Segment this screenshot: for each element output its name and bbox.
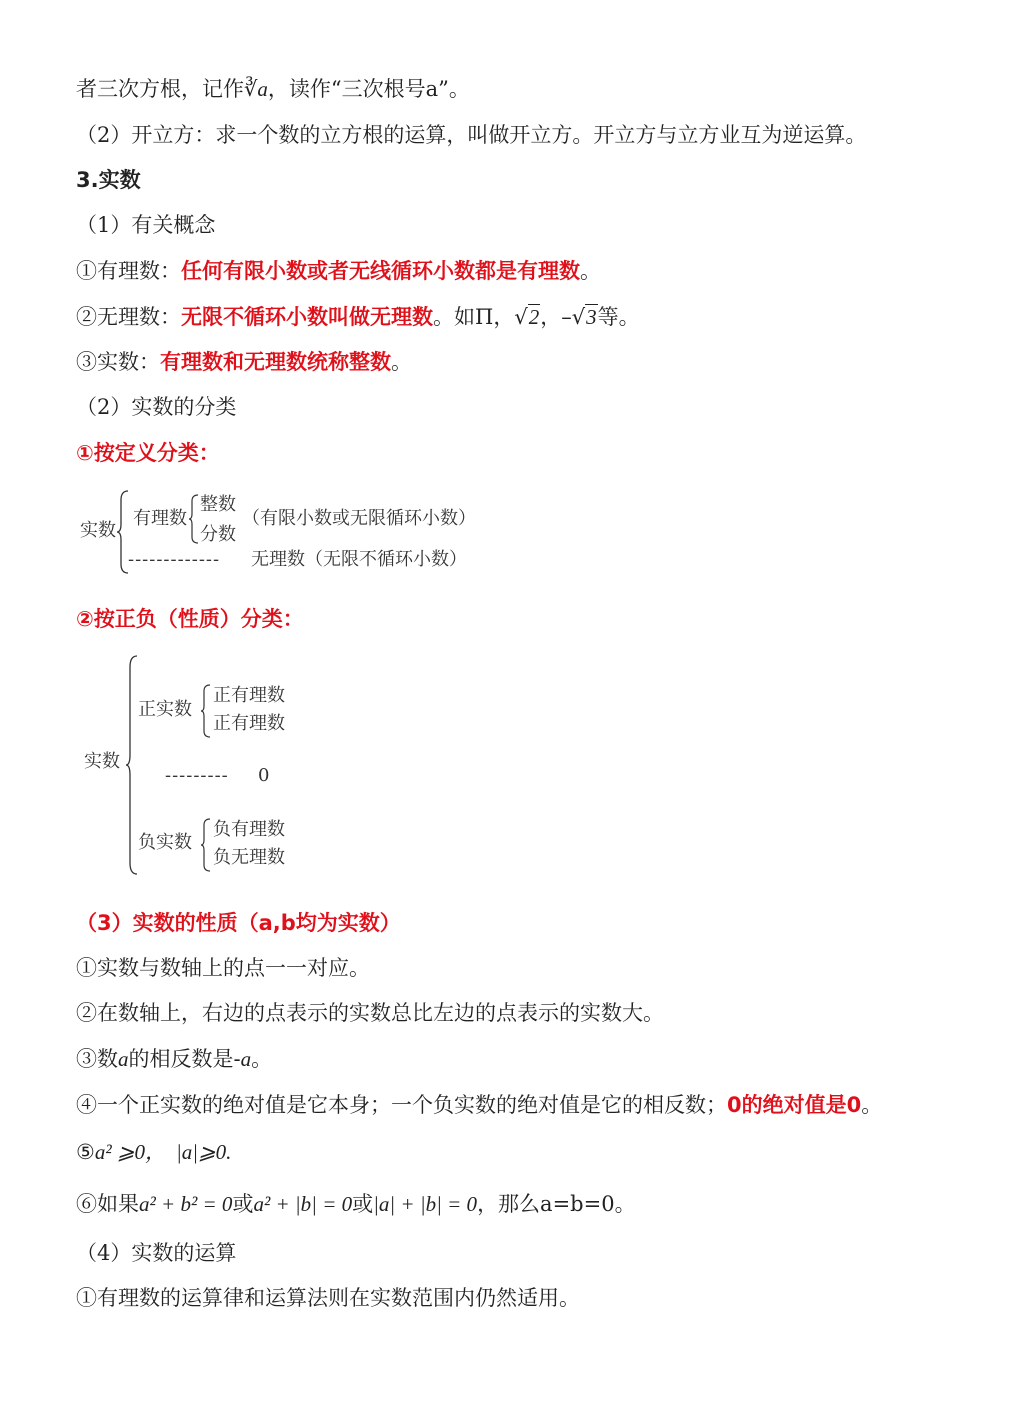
- text-fragment: ③数: [76, 1047, 118, 1071]
- operations-heading: （4）实数的运算: [76, 1241, 237, 1265]
- classify-heading: （2）实数的分类: [76, 395, 237, 419]
- text-fragment: 。如Π，: [433, 305, 515, 329]
- text-fragment: ，那么a=b=0。: [477, 1192, 636, 1216]
- text-line-cube-root-operation: （2）开立方：求一个数的立方根的运算，叫做开立方。开立方与立方业互为逆运算。: [76, 123, 867, 147]
- math-fragment: |a| + |b| = 0: [373, 1192, 478, 1216]
- tree-irrational: 无理数（无限不循环小数）: [251, 549, 467, 570]
- math-fragment: 3: [586, 305, 597, 329]
- tree-pos-rational: 正有理数: [213, 685, 285, 706]
- math-fragment: 2: [528, 305, 540, 329]
- tree-zero: 0: [258, 765, 270, 786]
- brace-icon: [200, 818, 212, 872]
- tree-positive: 正实数: [138, 699, 192, 720]
- text-fragment: –: [561, 305, 572, 329]
- text-fragment: 。: [251, 1047, 273, 1071]
- by-sign-heading: ②按正负（性质）分类：: [76, 607, 304, 631]
- text-fragment: 者三次方根，记作: [76, 77, 244, 101]
- property-2: ②在数轴上，右边的点表示的实数总比左边的点表示的实数大。: [76, 1001, 664, 1025]
- operation-1: ①有理数的运算律和运算法则在实数范围内仍然适用。: [76, 1286, 580, 1310]
- tree-dashes: -------------: [128, 549, 221, 570]
- text-fragment: 或: [232, 1192, 254, 1216]
- tree-integer: 整数: [200, 494, 236, 515]
- text-fragment: 。: [391, 350, 412, 374]
- brace-icon: [125, 655, 139, 875]
- tree-neg-rational: 负有理数: [213, 819, 285, 840]
- highlight-text: 任何有限小数或者无线循环小数都是有理数: [181, 259, 580, 283]
- math-fragment: |a|⩾0.: [175, 1140, 232, 1164]
- properties-heading: （3）实数的性质（a,b均为实数）: [76, 911, 401, 935]
- text-fragment: ④一个正实数的绝对值是它本身；一个负实数的绝对值是它的相反数；: [76, 1093, 727, 1117]
- text-fragment: ，: [540, 305, 562, 329]
- tree-root: 实数: [84, 751, 120, 772]
- property-5: [76, 1137, 231, 1167]
- text-fragment: ，读作“三次根号a”。: [267, 77, 470, 101]
- highlight-text: 0的绝对值是0: [727, 1093, 862, 1117]
- cube-root-symbol: ∛a: [244, 77, 268, 101]
- tree-rational: 有理数: [133, 508, 187, 529]
- math-fragment: a² + |b| = 0: [253, 1192, 353, 1216]
- sqrt-symbol: √: [514, 305, 528, 329]
- brace-icon: [200, 684, 212, 738]
- concepts-heading: （1）有关概念: [76, 213, 216, 237]
- property-3: [76, 1044, 272, 1074]
- tree-dashes: ---------: [165, 765, 229, 786]
- tree-negative: 负实数: [138, 832, 192, 853]
- tree-root: 实数: [80, 520, 116, 541]
- text-fragment: ②无理数：: [76, 305, 181, 329]
- tree-fraction: 分数: [200, 524, 236, 545]
- highlight-text: 有理数和无理数统称整数: [160, 350, 391, 374]
- property-1: ①实数与数轴上的点一一对应。: [76, 956, 370, 980]
- highlight-text: 无限不循环小数叫做无理数: [181, 305, 433, 329]
- math-fragment: a: [240, 1047, 252, 1071]
- text-fragment: 。: [580, 259, 601, 283]
- math-fragment: a: [118, 1047, 129, 1071]
- text-fragment: 的相反数是-: [128, 1047, 241, 1071]
- math-fragment: a² + b² = 0: [139, 1192, 233, 1216]
- by-definition-heading: ①按定义分类：: [76, 441, 220, 465]
- text-fragment: ⑤: [76, 1140, 95, 1164]
- text-fragment: ③实数：: [76, 350, 160, 374]
- tree-pos-irrational: 正有理数: [213, 713, 285, 734]
- property-4: [76, 1090, 882, 1120]
- sqrt-symbol: √: [571, 305, 586, 329]
- math-fragment: a² ⩾0，: [94, 1140, 166, 1164]
- property-6: [76, 1189, 636, 1219]
- text-fragment: 或: [352, 1192, 374, 1216]
- text-fragment: ⑥如果: [76, 1192, 139, 1216]
- section-title: 3.实数: [76, 168, 141, 192]
- text-fragment: ①有理数：: [76, 259, 181, 283]
- text-fragment: 。: [861, 1093, 883, 1117]
- tree-fraction-note: （有限小数或无限循环小数）: [242, 508, 476, 529]
- text-fragment: 等。: [597, 305, 640, 329]
- tree-neg-irrational: 负无理数: [213, 847, 285, 868]
